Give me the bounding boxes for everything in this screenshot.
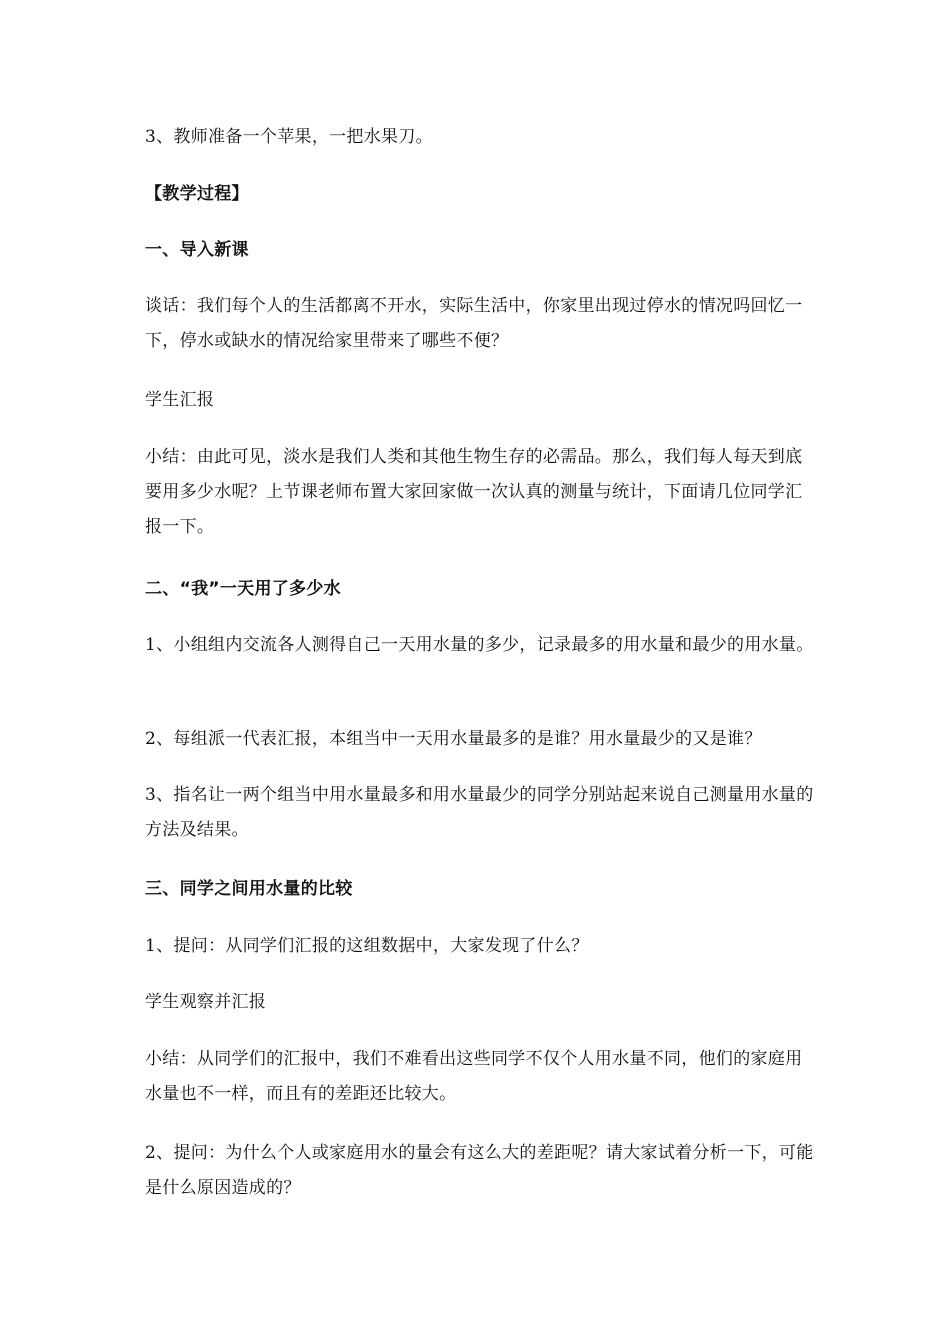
section-heading-water-usage: 二、“我”一天用了多少水: [145, 579, 341, 599]
section-heading-intro: 一、导入新课: [145, 240, 249, 260]
step-item-3-1: 1、提问：从同学们汇报的这组数据中，大家发现了什么？: [145, 936, 589, 956]
section-heading-teaching-process: 【教学过程】: [145, 184, 249, 204]
talk-paragraph: 谈话：我们每个人的生活都离不开水，实际生活中，你家里出现过停水的情况吗回忆一下，停水或缺水的情况给家里带来了哪些不便？: [145, 296, 803, 351]
step-item-3-2: 2、提问：为什么个人或家庭用水的量会有这么大的差距呢？请大家试着分析一下，可能是什么原因造成的？: [145, 1143, 814, 1198]
step-item-2-1: 1、小组组内交流各人测得自己一天用水量的多少，记录最多的用水量和最少的用水量。: [145, 635, 814, 655]
step-item-2-3: 3、指名让一两个组当中用水量最多和用水量最少的同学分别站起来说自己测量用水量的方法及结果。: [145, 785, 814, 840]
step-item-2-2: 2、每组派一代表汇报，本组当中一天用水量最多的是谁？用水量最少的又是谁？: [145, 729, 762, 749]
section-heading-comparison: 三、同学之间用水量的比较: [145, 879, 353, 899]
summary-paragraph-2: 小结：从同学们的汇报中，我们不难看出这些同学不仅个人用水量不同，他们的家庭用水量也不一样，而且有的差距还比较大。: [145, 1049, 803, 1104]
student-report-text: 学生汇报: [145, 390, 215, 410]
student-observe-report-text: 学生观察并汇报: [145, 992, 267, 1012]
prep-item-3: 3、教师准备一个苹果，一把水果刀。: [145, 127, 433, 147]
summary-paragraph-1: 小结：由此可见，淡水是我们人类和其他生物生存的必需品。那么，我们每人每天到底要用多少水呢？上节课老师布置大家回家做一次认真的测量与统计，下面请几位同学汇报一下。: [145, 447, 803, 537]
